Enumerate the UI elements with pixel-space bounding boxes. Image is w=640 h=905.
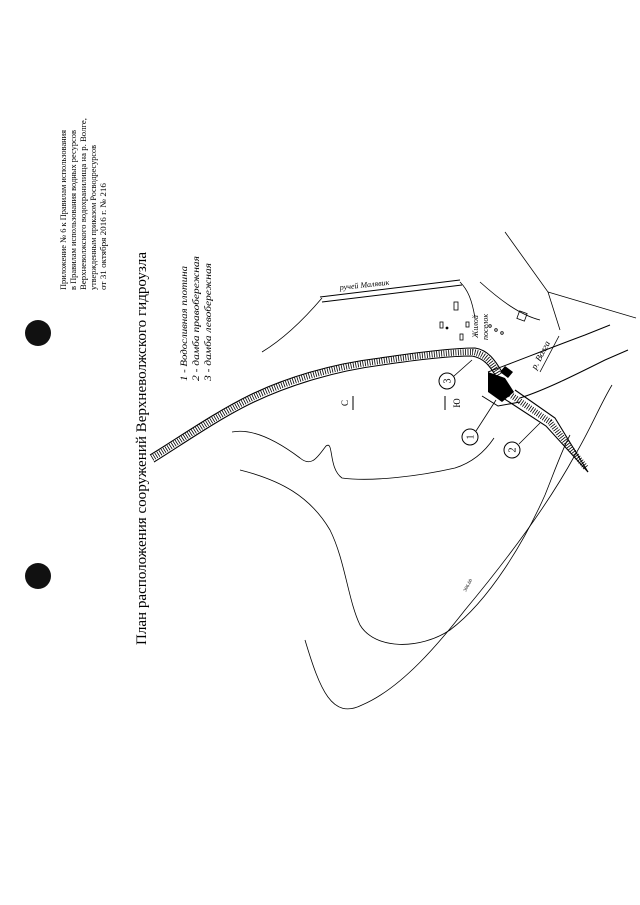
callout-3-leader xyxy=(454,360,472,376)
legend-item-2: 2 - дамба правобережная xyxy=(192,277,202,381)
callout-2-number: 2 xyxy=(507,447,519,453)
building xyxy=(495,329,498,332)
callout-1-number: 1 xyxy=(465,434,477,440)
building xyxy=(440,322,443,328)
punch-hole-lower xyxy=(25,563,51,589)
callout-1-leader xyxy=(476,400,496,431)
stream-label: ручей Малявик xyxy=(339,277,390,292)
appendix-line-5: от 31 октября 2016 г. № 216 xyxy=(98,190,108,290)
building xyxy=(454,302,458,310)
legend-item-3: 3 - дамба левобережная xyxy=(204,283,214,381)
contour-upper-bank xyxy=(262,298,322,352)
compass xyxy=(340,396,462,410)
contour-elevation-label: 306.60 xyxy=(463,578,475,593)
spillway-body xyxy=(488,372,514,402)
compass-north-label: С xyxy=(340,399,350,407)
compass-south-label: Ю xyxy=(452,398,462,408)
road-east xyxy=(548,292,636,318)
stream-branch xyxy=(460,282,475,318)
page-title: План расположения сооружений Верхневолжского гидроузла xyxy=(134,253,150,645)
callout-2-leader xyxy=(519,423,540,444)
appendix-line-4: утвержденным приказом Росводресурсов xyxy=(88,140,98,290)
roads xyxy=(480,232,636,330)
village xyxy=(440,302,503,340)
appendix-line-3: Верхневолжского водохранилища на р. Волге, xyxy=(78,123,88,290)
legend-item-1: 1 - Водосливная плотина xyxy=(180,280,190,381)
appendix-header xyxy=(58,118,108,290)
building xyxy=(501,332,504,335)
callout-3 xyxy=(439,360,472,389)
spillway-structure xyxy=(482,366,520,406)
punch-hole-upper xyxy=(25,320,51,346)
dam-left-outline-outer xyxy=(150,348,502,455)
contour-outer xyxy=(305,385,612,709)
appendix-line-1: Приложение № 6 к Правилам использования xyxy=(58,127,68,290)
callout-3-number: 3 xyxy=(442,378,454,384)
river-label: р. Волга xyxy=(528,339,553,371)
village-label-line-2: поселок xyxy=(481,313,490,340)
spillway-block xyxy=(500,366,513,378)
road-north xyxy=(505,232,560,330)
callout-1 xyxy=(462,400,496,445)
building xyxy=(460,334,463,340)
dam-right-bank xyxy=(500,390,588,472)
dam-right-outline-outer xyxy=(500,396,588,472)
legend xyxy=(179,256,214,382)
callout-2 xyxy=(504,423,540,458)
contour-wavy xyxy=(232,431,494,479)
village-label-line-1: Жилой xyxy=(471,315,480,338)
appendix-line-2: в Правилам использования водных ресурсов xyxy=(68,128,78,290)
building xyxy=(466,322,469,327)
dam-left-bank xyxy=(150,348,502,462)
stream xyxy=(320,278,475,318)
building xyxy=(446,327,449,330)
